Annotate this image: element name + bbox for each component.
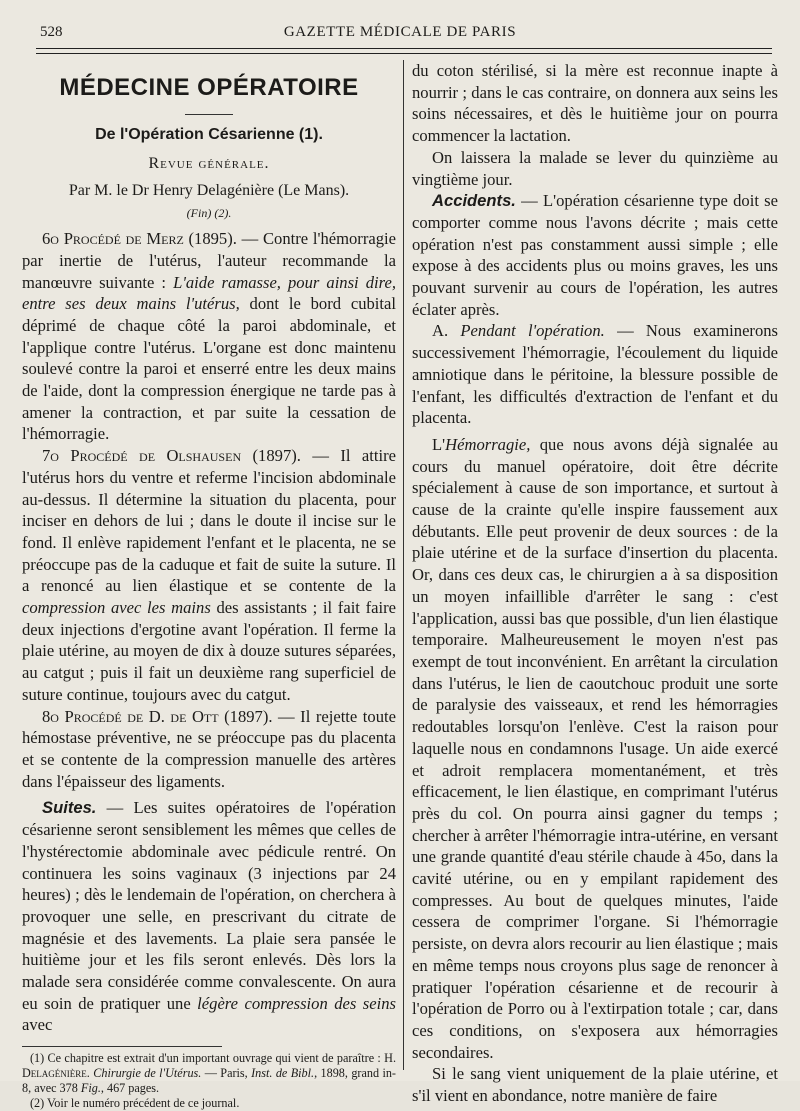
emphasis-text: L'aide ramasse, pour ainsi dire, entre ses deux mains l'utérus, <box>22 272 396 314</box>
emphasis-text: légère compression des seins <box>197 993 396 1013</box>
paragraph-text: L' <box>432 434 446 454</box>
footnote-1 <box>22 1051 396 1096</box>
footnote-text: — Paris, <box>201 1066 252 1081</box>
paragraph-text: — Nous examinerons successivement l'hémorragie, l'écoulement du liquide amniotique dans le péritoine, la blessure possible de l'enfant, les difficultés d'extraction de l'enfant et du placenta. <box>412 321 779 428</box>
paragraph-pendant <box>412 320 778 429</box>
paragraph-text: que nous avons déjà signalée au cours du manuel opératoire, doit être décrite spécialement à cause de son importance, et surtout à cause de la crainte qu'elle inspire faussement aux débutants. Elle peut provenir de deux sources : de la plaie utérine et de la surface d'insertion du placenta. Or, dans ces deux cas, le chirurgien a à sa disposition un moyen infaillible d'arrêter le sang : c'est l'application, aussi bas que possible, d'un lien élastique temporaire. Malheureusement le moyen n'est pas exempt de tout inconvénient. En arrêtant la circulation dans l'utérus, le lien de caoutchouc produit une sorte de paralysie des vaisseaux, et rend les hémorragies redoutables lorsqu'on l'enlève. C'est la raison pour laquelle nous en condamnons l'usage. Un aide exercé et adroit remplacera momentanément, et très efficacement, le lien élastique, en comprimant l'utérus près du col. On pourra ainsi gagner du temps ; chercher à arrêter l'hémorragie intra-utérine, en versant une grande quantité d'eau stérile chaude à 45o, dans la cavité utérine, ou en y empilant rapidement des compresses. Au bout de quelques minutes, l'aide cessera de comprimer l'organe. Si l'hémorragie persiste, on devra alors recourir au lien élastique ; mais en même temps nous croyons plus sage de renoncer à pratiquer l'opération césarienne et de recourir à l'opération de Porro ou à l'extirpation totale ; car, dans ces conditions, on s'exposera aux hémorragies secondaires. <box>412 434 778 1062</box>
paragraph-lever: On laissera la malade se lever du quinzième au vingtième jour. <box>412 147 778 189</box>
footnote-2: (2) Voir le numéro précédent de ce journal. <box>30 1096 240 1111</box>
article-author: Par M. le Dr Henry Delagénière (Le Mans). <box>68 181 350 199</box>
left-column <box>22 60 396 1111</box>
continuation-note: (Fin) (2). <box>186 206 232 221</box>
right-column <box>412 60 778 1107</box>
paragraph-text: dont le bord cubital déprimé de chaque côté la paroi abdominale, et l'applique contre l'utérus. L'organe est donc maintenu soulevé contre la paroi et enserré entre les deux mains de l'aide, dont la compression énergique ne tarde pas à amener la contraction, et par suite la cessation de l'hémorragie. <box>22 294 396 444</box>
paragraph-sang: Si le sang vient uniquement de la plaie utérine, et s'il vient en abondance, notre manière de faire <box>412 1064 778 1106</box>
procedure-heading: 8o Procédé de D. de Ott (1897). <box>42 706 273 726</box>
paragraph-text: — Il rejette toute hémostase préventive, ne se préoccupe pas du placenta et se contente de la compression manuelle des artères dans l'épaisseur des ligaments. <box>22 706 396 791</box>
emphasis-text: compression avec les mains <box>22 598 211 618</box>
paragraph-text: avec <box>22 1015 53 1035</box>
paragraph-text: — Il attire l'utérus hors du ventre et referme l'incision abdominale au-dessus. Il détermine la situation du placenta, pour inciser en dehors de lui ; dans le doute il incise sur le fond. Il enlève rapidement l'enfant et le placenta, ne se préoccupe pas de la caduque et fait de suite la suture. Il a renoncé au lien élastique et se contente de la <box>22 446 397 596</box>
paragraph-text: — Les suites opératoires de l'opération césarienne seront sensiblement les mêmes que celles de l'hystérectomie abdominale avec pédicule rentré. On continuera les soins vaginaux (3 injections par 24 heures) ; dès le lendemain de l'opération, on cherchera à provoquer une selle, en prescrivant du citrate de magnésie et des lavements. La plaie sera pansée le huitième jour et les fils seront enlevés. Dès lors la malade sera considérée comme convalescente. On aura eu soin de pratiquer une <box>22 798 396 1013</box>
paragraph-continued: du coton stérilisé, si la mère est reconnue inapte à nourrir ; dans le cas contraire, on donnera aux seins les soins nécessaires, et dès le huitième jour on pourra commencer la lactation. <box>412 61 778 146</box>
footnote-fig: Fig. <box>80 1081 101 1096</box>
footnote-publisher: Inst. de Bibl. <box>251 1066 315 1081</box>
footnote-author: Delagénière. <box>22 1066 90 1081</box>
paragraph-text: des assistants ; il fait faire deux injections d'ergotine avant l'opération. Il ferme la plaie utérine, au moyen de dix à douze sutures séparées, au catgut ; puis il fait un deuxième rang superficiel de suture continue, toujours avec du catgut. <box>22 598 396 704</box>
paragraph-text: A. <box>432 321 461 341</box>
section-title: MÉDECINE OPÉRATOIRE <box>59 74 359 101</box>
footnote-book-title: Chirurgie de l'Utérus. <box>89 1066 202 1081</box>
procedure-heading: 7o Procédé de Olshausen (1897). <box>42 446 301 466</box>
footnote-text: , 467 pages. <box>100 1081 160 1096</box>
article-title: De l'Opération Césarienne (1). <box>95 126 323 143</box>
journal-title: GAZETTE MÉDICALE DE PARIS <box>283 24 517 40</box>
paragraph-suites <box>22 797 396 1036</box>
paragraph-accidents <box>412 190 778 320</box>
paragraph-hemorragie <box>412 434 778 1063</box>
emphasis-text: Pendant l'opération. <box>460 321 605 341</box>
header-rule-thin <box>36 53 772 54</box>
paragraph-merz <box>22 228 396 445</box>
column-divider <box>403 60 404 1070</box>
section-lead: Suites. <box>42 798 97 818</box>
article-subtitle: Revue générale. <box>148 155 270 172</box>
paragraph-text: — L'opération césarienne type doit se comporter comme nous l'avons décrite ; mais cette opération n'est pas constamment aussi simple ; elle expose à des accidents plus ou moins graves, les uns pouvant survenir au cours de l'opération, les autres éclater après. <box>412 191 778 319</box>
footnote-text: (1) Ce chapitre est extrait d'un important ouvrage qui vient de paraître : H. <box>30 1051 396 1066</box>
header-rule <box>36 48 772 49</box>
footnote-rule <box>22 1046 222 1047</box>
emphasis-text: Hémorragie, <box>445 434 531 454</box>
paragraph-olshausen <box>22 445 396 705</box>
paragraph-text: — Contre l'hémorragie par inertie de l'utérus, l'auteur recommande la manœuvre suivante : <box>22 229 396 292</box>
page-header <box>0 22 800 44</box>
page-number: 528 <box>40 24 63 40</box>
footnote-text: , 1898, grand in-8, avec 378 <box>22 1066 396 1096</box>
section-lead: Accidents. <box>432 191 516 211</box>
procedure-heading: 6o Procédé de Merz (1895). <box>42 229 237 249</box>
title-rule <box>185 114 233 115</box>
paragraph-ott <box>22 706 396 793</box>
